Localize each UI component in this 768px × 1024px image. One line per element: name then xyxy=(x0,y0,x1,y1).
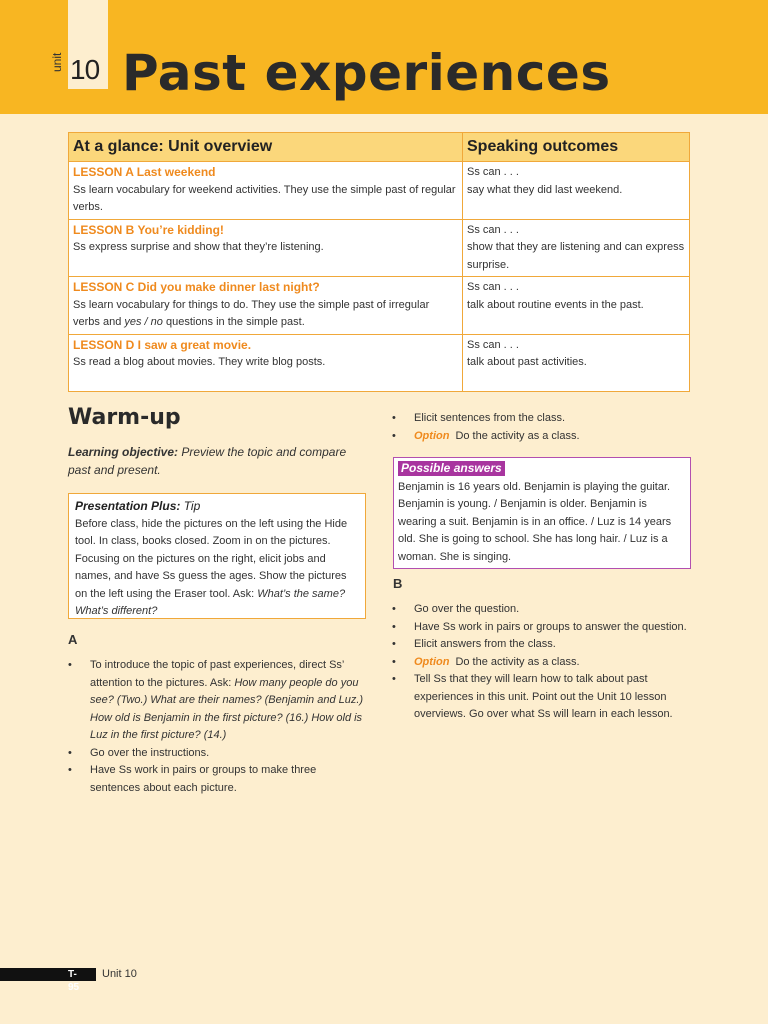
lesson-cell xyxy=(69,277,463,335)
outcomes-header: Speaking outcomes xyxy=(463,133,690,162)
lesson-description: Ss learn vocabulary for weekend activities. They use the simple past of regular verbs. xyxy=(73,183,456,213)
lesson-cell xyxy=(69,162,463,220)
lesson-description: Ss express surprise and show that they’re listening. xyxy=(73,241,324,253)
tip-label: Presentation Plus: xyxy=(75,499,181,513)
table-row xyxy=(69,334,690,391)
tip-text: Before class, hide the pictures on the left using the Hide tool. In class, books closed. Zoom in on the pictures. Focusing on the pictures on the right, elicit jobs and names, and have Ss guess the ages. Show the pictures on the left using the Eraser tool. Ask: xyxy=(75,517,348,600)
learning-objective xyxy=(68,443,358,479)
lesson-description-end: questions in the simple past. xyxy=(162,316,305,328)
possible-answers-box xyxy=(393,457,691,569)
outcome-intro: Ss can . . . xyxy=(467,338,519,351)
lesson-cell xyxy=(69,219,463,277)
option-label: Option xyxy=(414,429,450,442)
unit-number: 10 xyxy=(70,54,100,85)
lesson-description-start: Ss learn vocabulary for things to do. They use the simple past of irregular verbs and xyxy=(73,298,430,328)
lesson-title: LESSON D I saw a great movie. xyxy=(73,337,252,352)
lesson-title: LESSON B You’re kidding! xyxy=(73,222,224,237)
possible-answers-label: Possible answers xyxy=(398,461,505,476)
list-item: • Tell Ss that they will learn how to talk about past experiences in this unit. Point out the Unit 10 lesson overviews. Go over what Ss will learn in each lesson. xyxy=(392,671,692,724)
outcome-text: show that they are listening and can express surprise. xyxy=(467,241,685,271)
list-item: • Go over the instructions. xyxy=(68,745,366,763)
presentation-tip-box xyxy=(68,493,366,619)
option-text: Do the activity as a class. xyxy=(455,429,580,442)
lesson-description: Ss read a blog about movies. They write blog posts. xyxy=(73,356,326,368)
page-number: T-95 xyxy=(68,969,80,993)
table-row xyxy=(69,277,690,335)
outcome-text: talk about routine events in the past. xyxy=(467,298,644,311)
lesson-title: LESSON C Did you make dinner last night? xyxy=(73,280,320,294)
outcome-intro: Ss can . . . xyxy=(467,223,519,236)
table-row xyxy=(69,162,690,220)
tip-label-suffix: Tip xyxy=(180,499,201,513)
unit-word: unit xyxy=(50,52,64,72)
page-title: Past experiences xyxy=(122,44,611,102)
outcome-cell xyxy=(463,334,690,391)
objective-text: Preview the topic and compare past and present. xyxy=(68,445,347,477)
section-a-label: A xyxy=(68,632,78,647)
list-item: • Go over the question. xyxy=(392,601,692,619)
outcome-intro: Ss can . . . xyxy=(467,281,519,293)
outcome-cell xyxy=(463,162,690,220)
lesson-cell xyxy=(69,334,463,391)
section-a-list xyxy=(68,657,366,797)
objective-label: Learning objective: xyxy=(68,445,179,459)
section-b-label: B xyxy=(393,576,403,591)
tip-title xyxy=(75,498,359,516)
outcome-cell xyxy=(463,219,690,277)
list-item xyxy=(392,654,692,672)
outcome-intro: Ss can . . . xyxy=(467,166,519,178)
list-item: • Elicit answers from the class. xyxy=(392,636,692,654)
footer-unit-label: Unit 10 xyxy=(102,968,137,980)
section-b-list xyxy=(392,601,692,724)
list-item xyxy=(68,657,366,745)
overview-header: At a glance: Unit overview xyxy=(69,133,463,162)
warmup-heading: Warm-up xyxy=(68,405,181,430)
option-text: Do the activity as a class. xyxy=(455,655,580,668)
list-item: • Have Ss work in pairs or groups to answer the question. xyxy=(392,619,692,637)
table-row xyxy=(69,219,690,277)
unit-overview-table xyxy=(68,132,690,392)
lesson-title: LESSON A Last weekend xyxy=(73,165,216,179)
list-item xyxy=(392,428,690,446)
outcome-text: talk about past activities. xyxy=(467,356,587,368)
lesson-description-em: yes / no xyxy=(124,316,163,328)
option-label: Option xyxy=(414,655,450,668)
bullet-text: To introduce the topic of past experiences, direct Ss’ attention to the pictures. Ask: xyxy=(90,659,344,689)
outcome-text: say what they did last weekend. xyxy=(467,183,623,196)
possible-answers-text: Benjamin is 16 years old. Benjamin is playing the guitar. Benjamin is young. / Benjamin is older. Benjamin is wearing a suit. Benjamin is in an office. / Luz is 14 years old. She is going to school. She has long hair. / Luz is a woman. She is singing. xyxy=(398,480,672,563)
outcome-cell xyxy=(463,277,690,335)
tip-text-em: What’s the same? What’s different? xyxy=(75,587,346,617)
bullet-text-em: How many people do you see? (Two.) What are their names? (Benjamin and Luz.) How old is Benjamin in the first picture? (16.) How old is Luz in the first picture? (14.) xyxy=(90,676,364,741)
list-item: • Have Ss work in pairs or groups to make three sentences about each picture. xyxy=(68,762,366,797)
footer-bar xyxy=(0,968,96,981)
list-item: • Elicit sentences from the class. xyxy=(392,410,690,428)
warmup-right-list xyxy=(392,410,690,445)
